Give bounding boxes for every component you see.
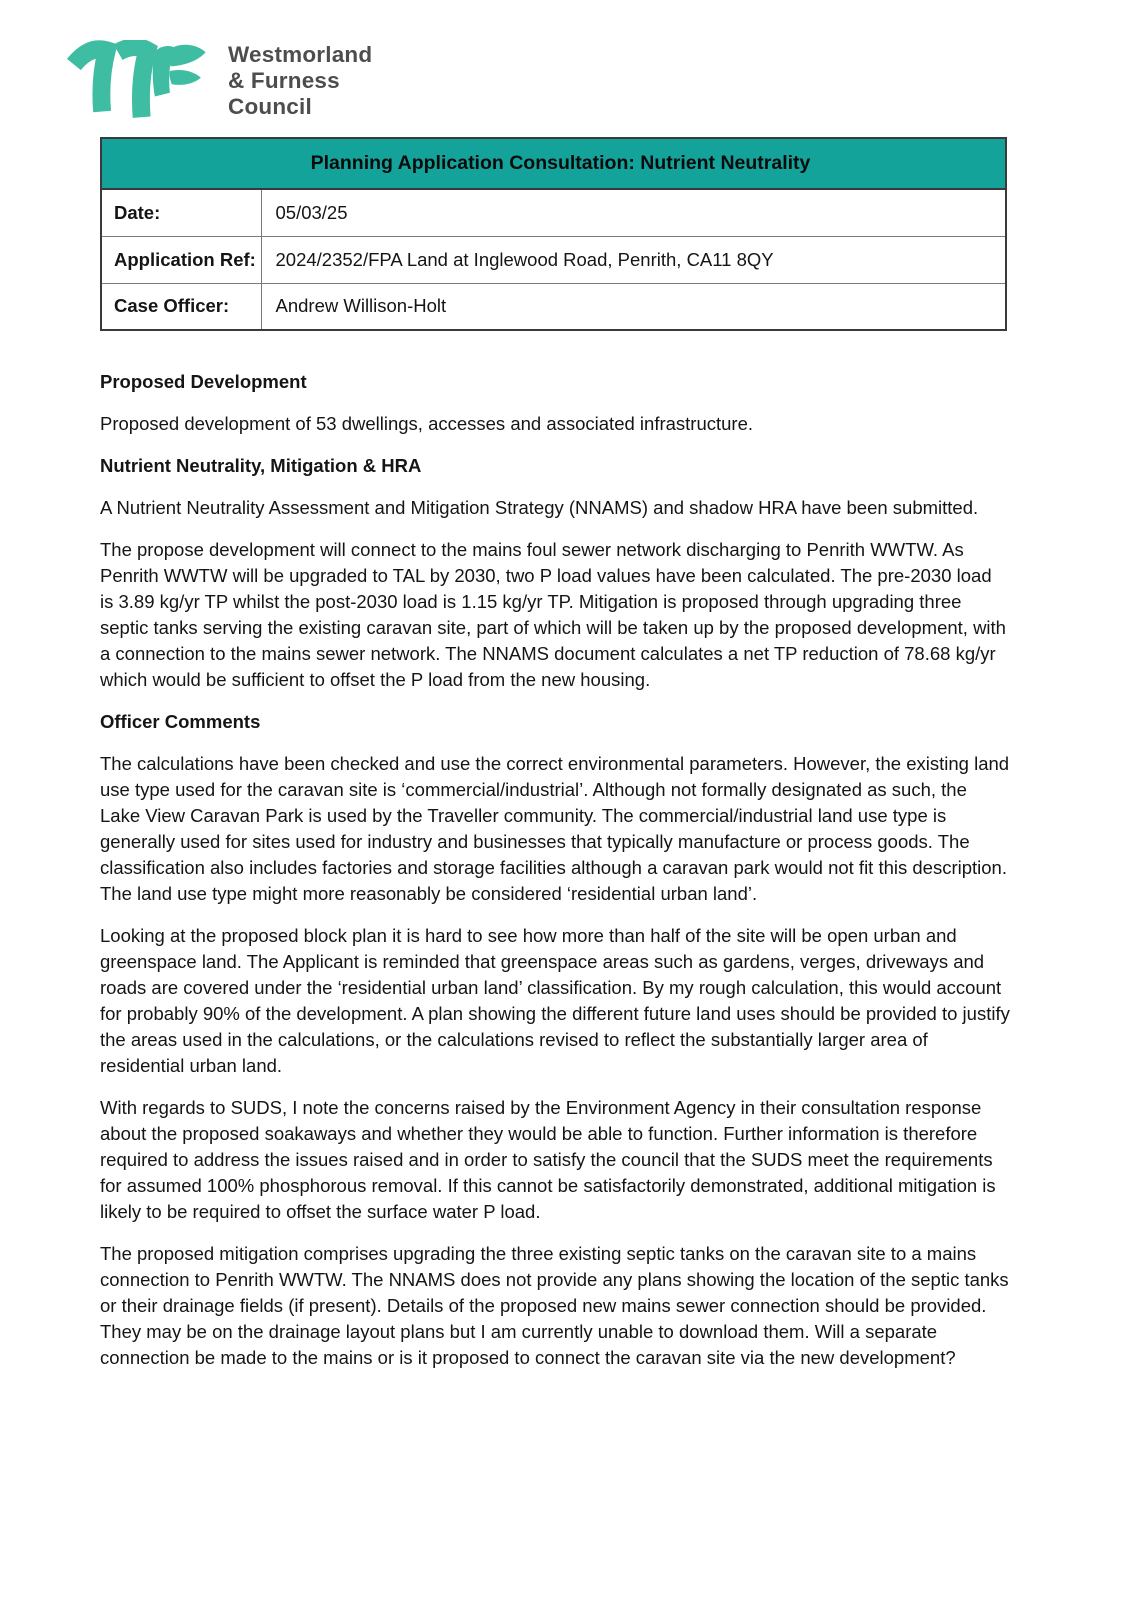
logo-line-1: Westmorland <box>228 42 373 67</box>
body-paragraph: The proposed mitigation comprises upgrading the three existing septic tanks on the caravan site to a mains connection to Penrith WWTW. The NNAMS does not provide any plans showing the location of the septic tanks or their drainage fields (if present). Details of the proposed new mains sewer connection should be provided. They may be on the drainage layout plans but I am currently unable to download them. Will a separate connection be made to the mains or is it proposed to connect the caravan site via the new development? <box>100 1243 1009 1368</box>
logo-line-2: & Furness <box>228 68 340 93</box>
row-label: Date: <box>101 189 261 236</box>
table-row <box>101 189 1006 236</box>
table-title: Planning Application Consultation: Nutrient Neutrality <box>101 138 1006 189</box>
section-heading: Nutrient Neutrality, Mitigation & HRA <box>100 455 422 476</box>
body-paragraph: A Nutrient Neutrality Assessment and Mitigation Strategy (NNAMS) and shadow HRA have been submitted. <box>100 497 979 518</box>
body-paragraph: With regards to SUDS, I note the concerns raised by the Environment Agency in their consultation response about the proposed soakaways and whether they would be able to function. Further information is therefore required to address the issues raised and in order to satisfy the council that the SUDS meet the requirements for assumed 100% phosphorous removal. If this cannot be satisfactorily demonstrated, additional mitigation is likely to be required to offset the surface water P load. <box>100 1097 996 1222</box>
body-paragraph: Looking at the proposed block plan it is hard to see how more than half of the site will be open urban and greenspace land. The Applicant is reminded that greenspace areas such as gardens, verges, driveways and roads are covered under the ‘residential urban land’ classification. By my rough calculation, this would account for probably 90% of the development. A plan showing the different future land uses should be provided to justify the areas used in the calculations, or the calculations revised to reflect the substantially larger area of residential urban land. <box>100 925 1010 1076</box>
row-label: Application Ref: <box>101 236 261 283</box>
body-paragraph: The propose development will connect to the mains foul sewer network discharging to Penrith WWTW. As Penrith WWTW will be upgraded to TAL by 2030, two P load values have been calculated. The pre-2030 load is 3.89 kg/yr TP whilst the post-2030 load is 1.15 kg/yr TP. Mitigation is proposed through upgrading three septic tanks serving the existing caravan site, part of which will be taken up by the proposed development, with a connection to the mains sewer network. The NNAMS document calculates a net TP reduction of 78.68 kg/yr which would be sufficient to offset the P load from the new housing. <box>100 539 1006 690</box>
row-value: Andrew Willison-Holt <box>261 283 1006 330</box>
logo-line-3: Council <box>228 94 312 119</box>
body-paragraph: Proposed development of 53 dwellings, accesses and associated infrastructure. <box>100 413 754 434</box>
row-value: 05/03/25 <box>261 189 1006 236</box>
council-logo-text <box>228 40 372 120</box>
consultation-table-body <box>101 189 1006 330</box>
council-logo <box>62 40 372 120</box>
council-logo-mark-icon <box>62 40 210 120</box>
body-paragraph: The calculations have been checked and use the correct environmental parameters. However, the existing land use type used for the caravan site is ‘commercial/industrial’. Although not formally designated as such, the Lake View Caravan Park is used by the Traveller community. The commercial/industrial land use type is generally used for sites used for industry and businesses that typically manufacture or process goods. The classification also includes factories and storage facilities although a caravan park would not fit this description. The land use type might more reasonably be considered ‘residential urban land’. <box>100 753 1010 904</box>
document-body <box>100 369 1010 1387</box>
table-row <box>101 283 1006 330</box>
row-label: Case Officer: <box>101 283 261 330</box>
section-heading: Officer Comments <box>100 711 261 732</box>
consultation-header-table <box>100 137 1007 331</box>
section-heading: Proposed Development <box>100 371 307 392</box>
row-value: 2024/2352/FPA Land at Inglewood Road, Penrith, CA11 8QY <box>261 236 1006 283</box>
table-row <box>101 236 1006 283</box>
